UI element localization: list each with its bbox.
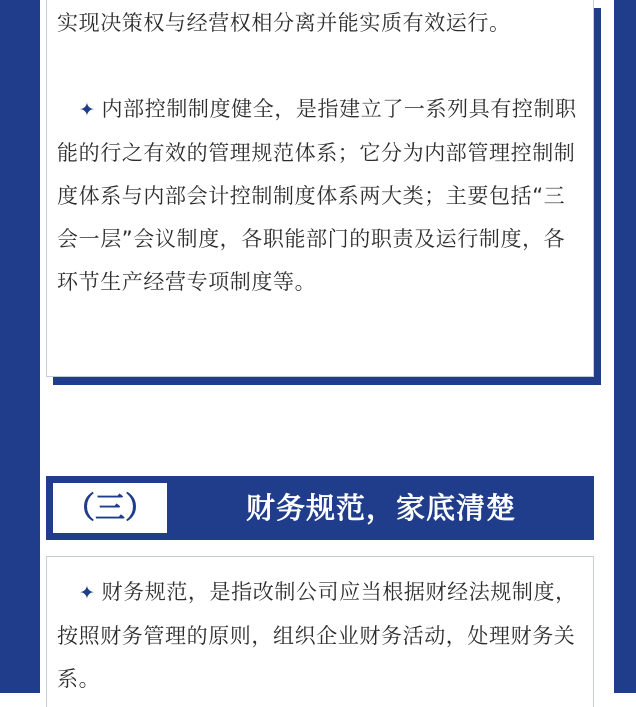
continued-text-line: 实现决策权与经营权相分离并能实质有效运行。 (57, 11, 511, 35)
finance-paragraph (57, 571, 583, 701)
right-border-rail (614, 0, 636, 693)
internal-control-text: 内部控制制度健全，是指建立了一系列具有控制职能的行之有效的管理规范体系；它分为内部管理控制制度体系与内部会计控制制度体系两大类；主要包括“三会一层”会议制度，各职能部门的职责及运行制度，各环节生产经营专项制度等。 (57, 97, 577, 294)
finance-text: 财务规范，是指改制公司应当根据财经法规制度，按照财务管理的原则，组织企业财务活动，处理财务关系。 (57, 580, 577, 691)
section-number-badge: （三） (52, 482, 168, 534)
diamond-bullet-icon: ✦ (79, 99, 96, 121)
left-border-rail (0, 0, 40, 693)
internal-control-paragraph (57, 88, 583, 304)
content-card-bottom (46, 556, 594, 707)
content-card-top (46, 0, 594, 377)
diamond-bullet-icon: ✦ (79, 582, 96, 604)
section-title: 财务规范，家底清楚 (245, 491, 516, 525)
section-heading (46, 476, 594, 540)
